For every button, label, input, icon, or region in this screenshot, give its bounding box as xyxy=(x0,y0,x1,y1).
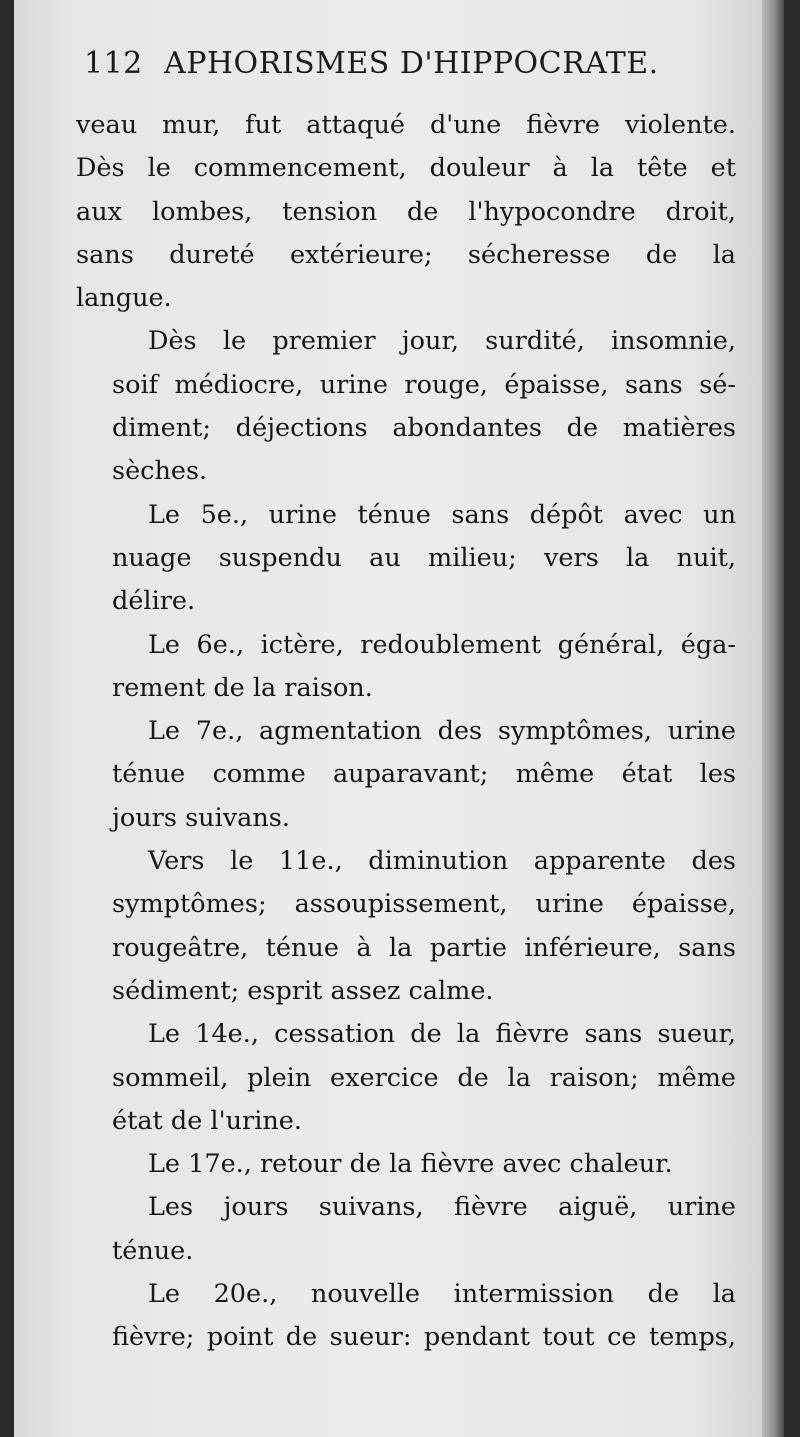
text-line: soif médiocre, urine rouge, épaisse, sans sé- xyxy=(112,369,736,400)
paragraph xyxy=(76,1186,736,1273)
paragraph xyxy=(76,1143,736,1186)
text-line: délire. xyxy=(112,586,196,617)
text-line: Dès le premier jour, surdité, insomnie, xyxy=(148,326,736,357)
paragraph xyxy=(76,1273,736,1360)
paragraph xyxy=(76,624,736,711)
text-line: état de l'urine. xyxy=(112,1105,302,1136)
text-line: Le 17e., retour de la fièvre avec chaleur. xyxy=(148,1149,673,1180)
book-page xyxy=(14,0,784,1437)
text-line: Le 7e., agmentation des symptômes, urine xyxy=(148,716,736,747)
text-line: diment; déjections abondantes de matières xyxy=(112,413,736,444)
text-line: sans dureté extérieure; sécheresse de la xyxy=(76,239,736,270)
text-line: symptômes; assoupissement, urine épaisse, xyxy=(112,889,736,920)
text-line: ténue. xyxy=(112,1235,194,1266)
text-line: Le 6e., ictère, redoublement général, éga- xyxy=(148,629,736,660)
text-line: rougeâtre, ténue à la partie inférieure, sans xyxy=(112,932,736,963)
body-text xyxy=(76,104,736,1360)
text-line: sèches. xyxy=(112,456,208,487)
text-line: sédiment; esprit assez calme. xyxy=(112,975,494,1006)
text-line: Le 5e., urine ténue sans dépôt avec un xyxy=(148,499,736,530)
text-line: Dès le commencement, douleur à la tête et xyxy=(76,153,736,184)
text-line: nuage suspendu au milieu; vers la nuit, xyxy=(112,542,736,573)
text-line: rement de la raison. xyxy=(112,672,373,703)
paragraph xyxy=(76,104,736,320)
text-line: Vers le 11e., diminution apparente des xyxy=(148,846,736,877)
paragraph xyxy=(76,494,736,624)
text-line: veau mur, fut attaqué d'une fièvre violente. xyxy=(76,110,736,140)
page-edge-shadow xyxy=(762,0,784,1437)
running-title: APHORISMES D'HIPPOCRATE. xyxy=(164,46,659,81)
paragraph xyxy=(76,840,736,1013)
text-line: jours suivans. xyxy=(112,802,290,833)
text-line: Le 20e., nouvelle intermission de la xyxy=(148,1279,736,1310)
page-number: 112 xyxy=(84,46,143,81)
text-line: ténue comme auparavant; même état les xyxy=(112,759,736,790)
text-line: Les jours suivans, fièvre aiguë, urine xyxy=(148,1192,736,1223)
text-line: Le 14e., cessation de la fièvre sans sueur, xyxy=(148,1019,736,1050)
text-line: sommeil, plein exercice de la raison; même xyxy=(112,1062,736,1093)
text-line: aux lombes, tension de l'hypocondre droit, xyxy=(76,196,736,227)
text-line: langue. xyxy=(76,283,172,314)
paragraph xyxy=(76,710,736,840)
text-line: fièvre; point de sueur: pendant tout ce temps, xyxy=(112,1322,736,1353)
paragraph xyxy=(76,1013,736,1143)
paragraph xyxy=(76,320,736,493)
running-header xyxy=(84,46,724,96)
